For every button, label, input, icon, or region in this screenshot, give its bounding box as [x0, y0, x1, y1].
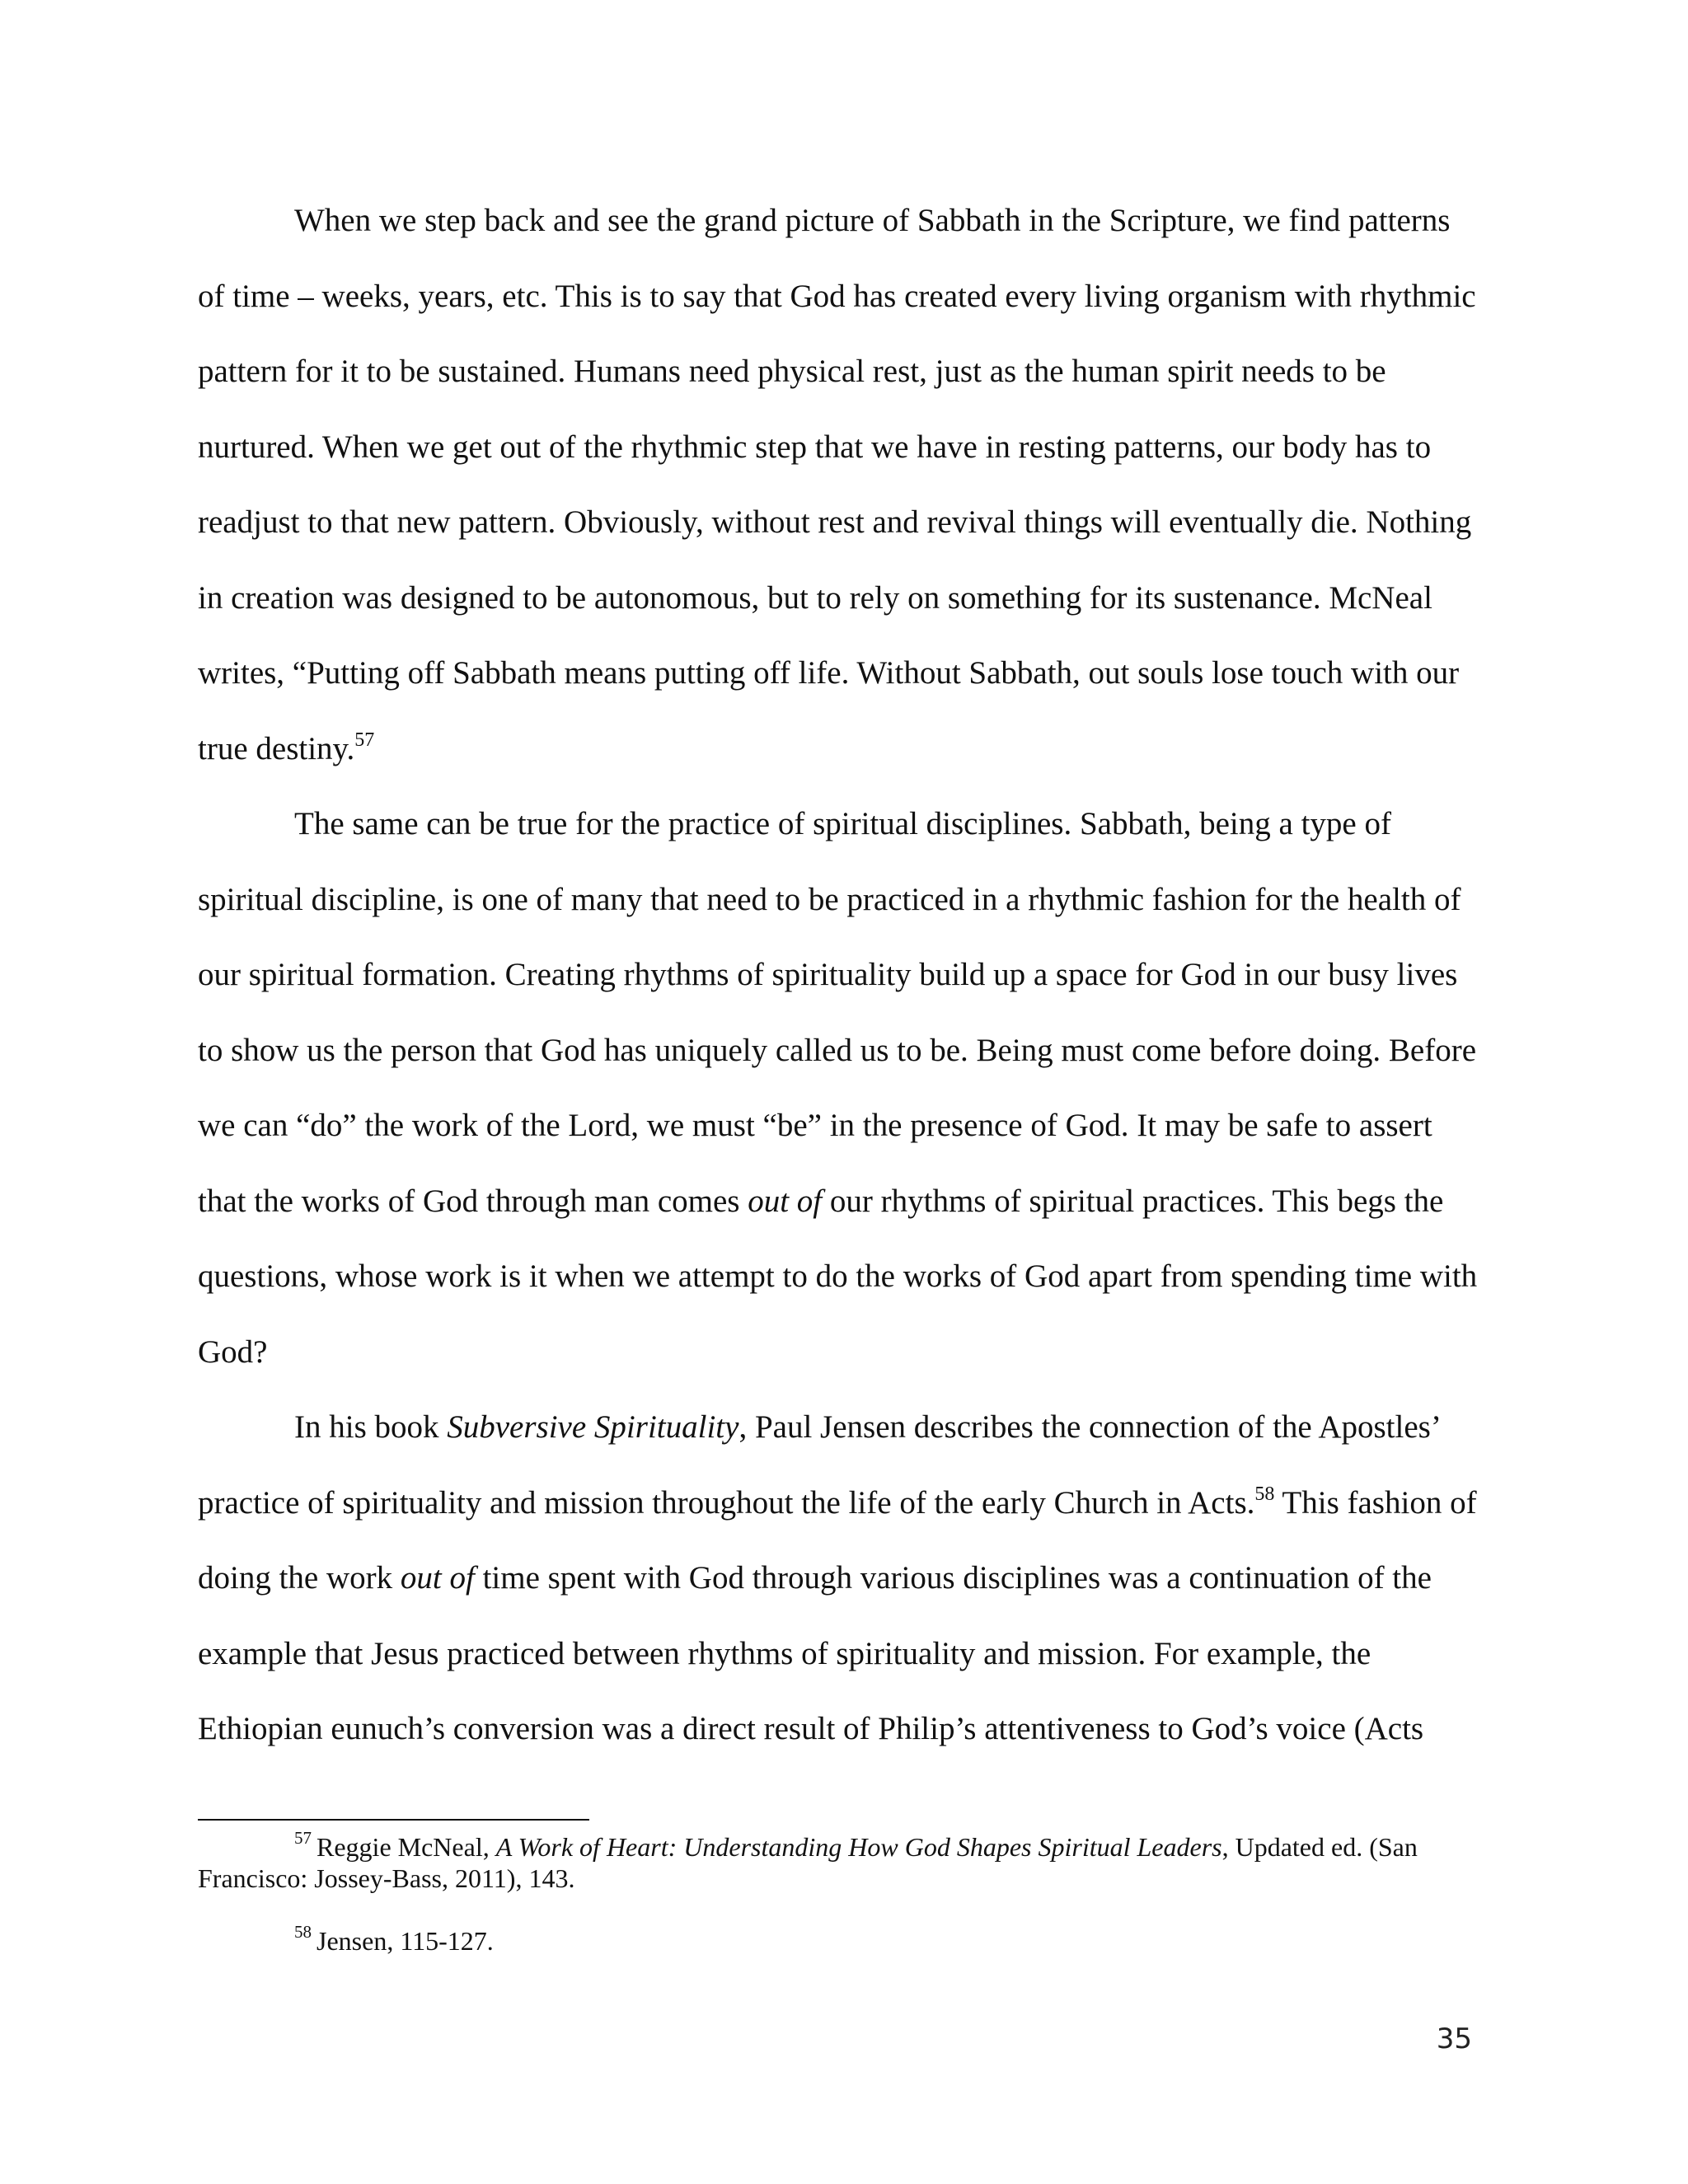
paragraph-subversive-spirituality [198, 1390, 1484, 1767]
footnote-57 [198, 1828, 1484, 1894]
paragraph-spiritual-disciplines [198, 786, 1484, 1390]
footnote-reference-57[interactable]: 57 [354, 729, 375, 751]
footnote-number: 57 [294, 1828, 312, 1849]
emphasis-text: out of [748, 1183, 823, 1219]
paragraph-text: time spent with God through various disciplines was a continuation of the example that Jesus practiced between rhythms of spirituality and mission. For example, the Ethiopian eunuch’s conversion was a direct result of Philip’s attentiveness to God’s voice (Acts [198, 1560, 1432, 1746]
footnote-58 [198, 1922, 1484, 1957]
emphasis-text: out of [400, 1560, 475, 1596]
footnote-separator [198, 1819, 589, 1821]
footnote-reference-58[interactable]: 58 [1254, 1483, 1275, 1505]
footnote-text: , Updated ed. (San Francisco: Jossey-Bass, 2011), 143. [198, 1832, 1418, 1893]
paragraph-sabbath-patterns [198, 183, 1484, 786]
paragraph-text: The same can be true for the practice of spiritual disciplines. Sabbath, being a type of spiritual discipline, is one of many that need to be practiced in a rhythmic fashion for the health of our spiritual formation. Creating rhythms of spirituality build up a space for God in our busy lives to show us the person that God has uniquely called us to be. Being must come before doing. Before we can “do” the work of the Lord, we must “be” in the presence of God. It may be safe to assert that the works of God through man comes [198, 806, 1477, 1219]
footnote-number: 58 [294, 1922, 312, 1943]
footnote-text: Reggie McNeal, [316, 1832, 496, 1862]
book-title: Subversive Spirituality [447, 1409, 739, 1445]
footnote-text: Jensen, 115-127. [316, 1926, 494, 1956]
paragraph-text: , Paul Jensen describes the connection of the Apostles’ practice of spirituality and mission throughout the life of the early Church in Acts. [198, 1409, 1439, 1521]
paragraph-text: When we step back and see the grand picture of Sabbath in the Scripture, we find patterns of time – weeks, years, etc. This is to say that God has created every living organism with rhythmic pattern for it to be sustained. Humans need physical rest, just as the human spirit needs to be nurtured. When we get out of the rhythmic step that we have in resting patterns, our body has to readjust to that new pattern. Obviously, without rest and revival things will eventually die. Nothing in creation was designed to be autonomous, but to rely on something for its sustenance. McNeal writes, “Putting off Sabbath means putting off life. Without Sabbath, out souls lose touch with our true destiny. [198, 203, 1476, 766]
paragraph-text: This fashion of doing the work [198, 1484, 1477, 1596]
footnotes [198, 1828, 1484, 1957]
page-number: 35 [1436, 2022, 1472, 2055]
paragraph-text: our rhythms of spiritual practices. This begs the questions, whose work is it when we attempt to do the works of God apart from spending time with God? [198, 1183, 1478, 1370]
body-text [198, 183, 1484, 1767]
cited-book-title: A Work of Heart: Understanding How God Shapes Spiritual Leaders [495, 1832, 1222, 1862]
paragraph-text: In his book [294, 1409, 448, 1445]
